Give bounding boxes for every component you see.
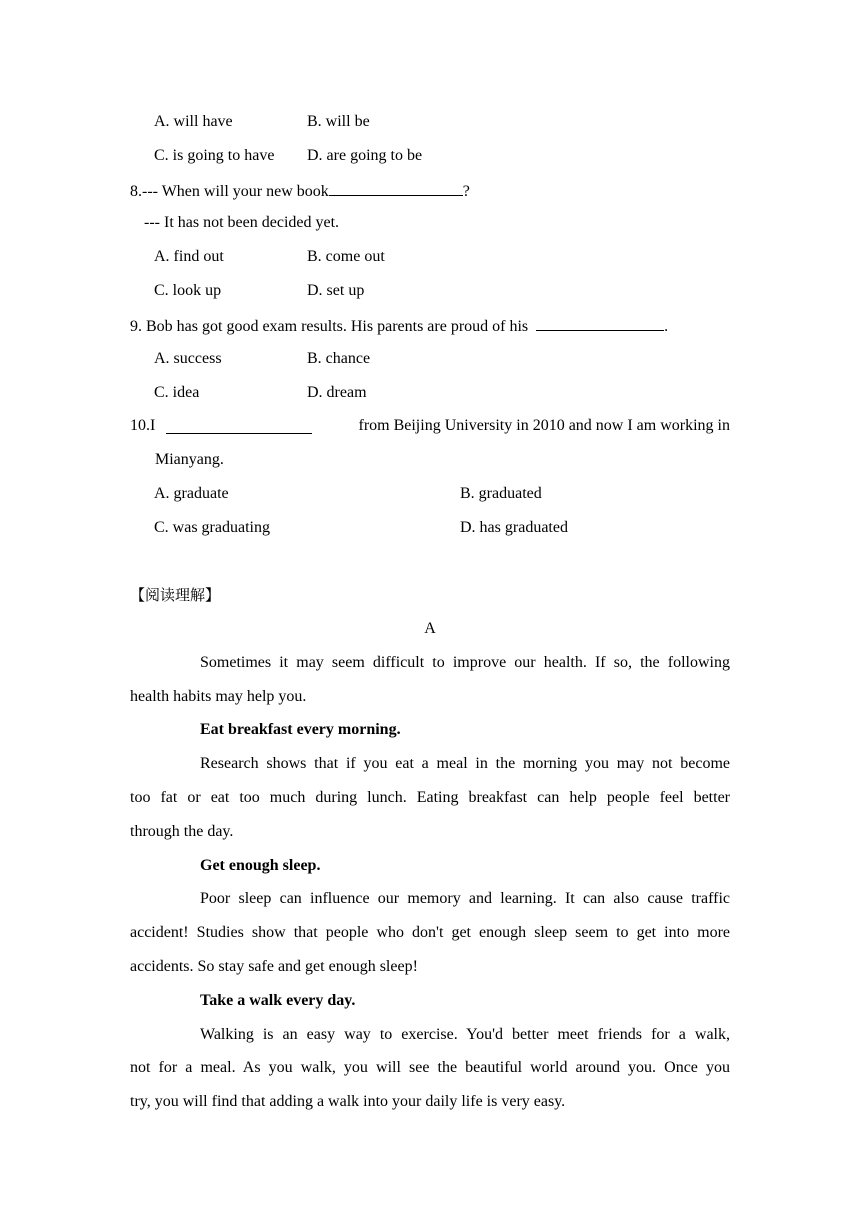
q9-stem-end: . <box>664 318 669 335</box>
q7-option-b: B. will be <box>307 113 370 130</box>
q7-option-c: C. is going to have <box>154 147 275 164</box>
q8-stem-text: 8.--- When will your new book <box>130 183 329 200</box>
p3-line-3: try, you will find that adding a walk into your daily life is very easy. <box>130 1093 566 1110</box>
p3-line-2: not for a meal. As you walk, you will see the beautiful world around you. Once you <box>130 1059 730 1076</box>
q10-blank <box>166 418 312 434</box>
q9-option-b: B. chance <box>307 350 371 367</box>
q8-option-d: D. set up <box>307 282 365 299</box>
q8-reply: --- It has not been decided yet. <box>144 214 340 231</box>
q10-number: 10.I <box>130 417 156 434</box>
q10-option-b: B. graduated <box>460 485 542 502</box>
q9-stem <box>130 315 668 337</box>
q9-option-c: C. idea <box>154 384 200 401</box>
heading-sleep: Get enough sleep. <box>200 857 321 874</box>
q9-option-a: A. success <box>154 350 222 367</box>
p2-line-2: accident! Studies show that people who don't get enough sleep seem to get into more <box>130 924 730 941</box>
q10-option-c: C. was graduating <box>154 519 270 536</box>
heading-walk: Take a walk every day. <box>200 992 356 1009</box>
p3-line-1: Walking is an easy way to exercise. You'd better meet friends for a walk, <box>200 1026 730 1043</box>
passage-label: A <box>424 620 436 637</box>
q8-option-c: C. look up <box>154 282 222 299</box>
p1-line-1: Research shows that if you eat a meal in the morning you may not become <box>200 755 730 772</box>
section-title: 【阅读理解】 <box>130 586 221 604</box>
q8-option-b: B. come out <box>307 248 385 265</box>
q8-stem-end: ? <box>462 183 470 200</box>
q7-option-d: D. are going to be <box>307 147 423 164</box>
p2-line-3: accidents. So stay safe and get enough sleep! <box>130 958 418 975</box>
q10-stem: from Beijing University in 2010 and now I am working in <box>358 417 730 434</box>
q7-option-a: A. will have <box>154 113 233 130</box>
q8-option-a: A. find out <box>154 248 224 265</box>
p2-line-1: Poor sleep can influence our memory and learning. It can also cause traffic <box>200 890 730 907</box>
q9-option-d: D. dream <box>307 384 367 401</box>
intro-line-1: Sometimes it may seem difficult to improve our health. If so, the following <box>200 654 730 671</box>
q9-blank <box>536 315 664 331</box>
q8-stem <box>130 180 470 202</box>
heading-breakfast: Eat breakfast every morning. <box>200 721 401 738</box>
q8-blank <box>329 180 463 196</box>
q10-stem-cont: Mianyang. <box>155 451 224 468</box>
q10-option-a: A. graduate <box>154 485 229 502</box>
q9-stem-text: 9. Bob has got good exam results. His parents are proud of his <box>130 318 529 335</box>
p1-line-3: through the day. <box>130 823 234 840</box>
intro-line-2: health habits may help you. <box>130 688 307 705</box>
q10-option-d: D. has graduated <box>460 519 568 536</box>
p1-line-2: too fat or eat too much during lunch. Eating breakfast can help people feel better <box>130 789 730 806</box>
